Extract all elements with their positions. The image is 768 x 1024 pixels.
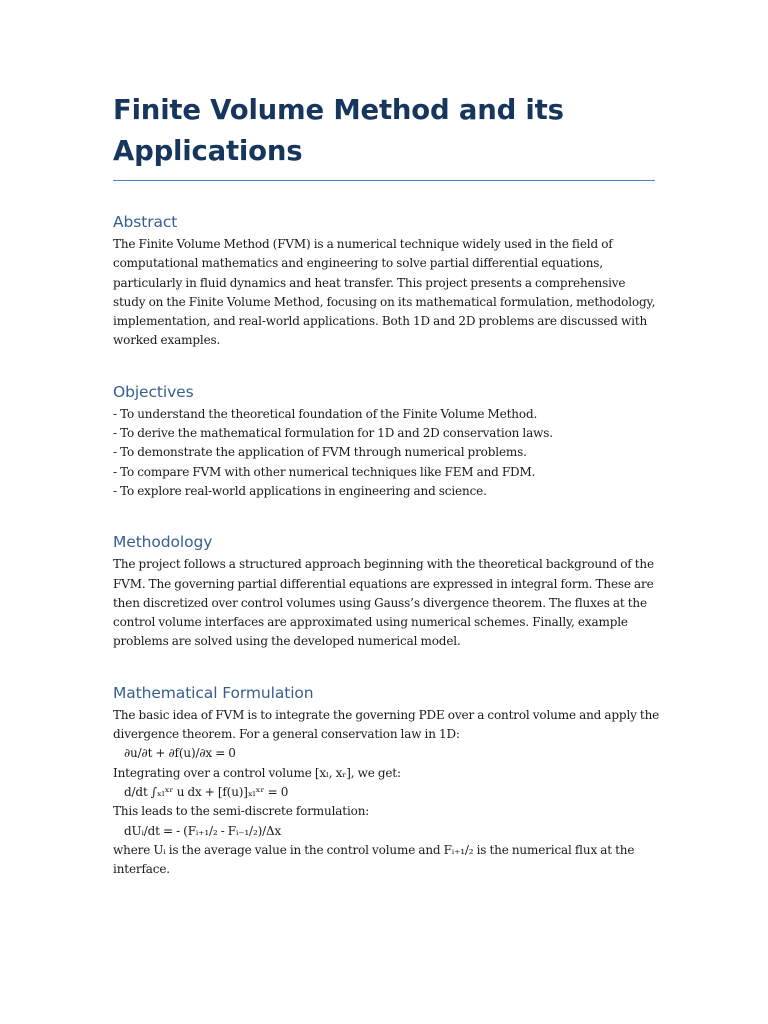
document-title-line-1: Finite Volume Method and its: [113, 94, 564, 126]
math-text-line: where Uᵢ is the average value in the control volume and Fᵢ₊₁/₂ is the numerical flux at the: [113, 842, 635, 857]
abstract-section: [113, 211, 655, 351]
document-title-line-2: Applications: [113, 135, 303, 167]
semi-discrete-equation: dUᵢ/dt = - (Fᵢ₊₁/₂ - Fᵢ₋₁/₂)/Δx: [124, 823, 282, 838]
abstract-line: The Finite Volume Method (FVM) is a numerical technique widely used in the field of: [113, 237, 613, 251]
objective-item: - To compare FVM with other numerical techniques like FEM and FDM.: [113, 464, 536, 479]
methodology-line: then discretized over control volumes using Gauss’s divergence theorem. The fluxes at the: [113, 595, 647, 610]
objectives-list: [113, 405, 655, 501]
abstract-line: worked examples.: [113, 333, 221, 348]
objectives-section: [113, 381, 655, 501]
math-text-line: The basic idea of FVM is to integrate the governing PDE over a control volume and apply the: [113, 707, 660, 722]
objective-item: - To explore real-world applications in engineering and science.: [113, 483, 487, 498]
integral-form-equation: d/dt ∫ₓₗˣʳ u dx + [f(u)]ₓₗˣʳ = 0: [124, 784, 289, 799]
math-text-line: Integrating over a control volume [xₗ, xᵣ], we get:: [113, 765, 401, 780]
document-page: [113, 90, 660, 879]
objective-item: - To demonstrate the application of FVM through numerical problems.: [113, 445, 527, 460]
math-formulation-paragraph: [113, 706, 660, 880]
abstract-paragraph: [113, 235, 655, 351]
objective-item: - To derive the mathematical formulation for 1D and 2D conservation laws.: [113, 426, 553, 441]
methodology-section: [113, 531, 655, 651]
methodology-line: control volume interfaces are approximated using numerical schemes. Finally, example: [113, 615, 628, 630]
abstract-heading: Abstract: [113, 213, 178, 231]
abstract-line: particularly in fluid dynamics and heat transfer. This project presents a comprehensive: [113, 275, 626, 290]
methodology-paragraph: [113, 555, 655, 651]
math-formulation-heading: Mathematical Formulation: [113, 683, 314, 702]
abstract-line: computational mathematics and engineering to solve partial differential equations,: [113, 256, 603, 271]
methodology-line: problems are solved using the developed numerical model.: [113, 634, 461, 649]
methodology-line: FVM. The governing partial differential equations are expressed in integral form. These are: [113, 576, 654, 591]
abstract-line: implementation, and real-world applications. Both 1D and 2D problems are discussed with: [113, 314, 648, 329]
document-title: [113, 90, 655, 181]
math-text-line: This leads to the semi-discrete formulation:: [113, 804, 370, 819]
abstract-line: study on the Finite Volume Method, focusing on its mathematical formulation, methodology,: [113, 294, 656, 309]
methodology-line: The project follows a structured approach beginning with the theoretical background of the: [113, 557, 654, 572]
math-text-line: divergence theorem. For a general conservation law in 1D:: [113, 727, 460, 742]
conservation-law-equation: ∂u/∂t + ∂f(u)/∂x = 0: [124, 746, 236, 761]
math-text-line: interface.: [113, 862, 170, 877]
math-formulation-section: [113, 682, 660, 880]
objective-item: - To understand the theoretical foundation of the Finite Volume Method.: [113, 406, 538, 421]
methodology-heading: Methodology: [113, 533, 213, 552]
objectives-heading: Objectives: [113, 382, 194, 401]
